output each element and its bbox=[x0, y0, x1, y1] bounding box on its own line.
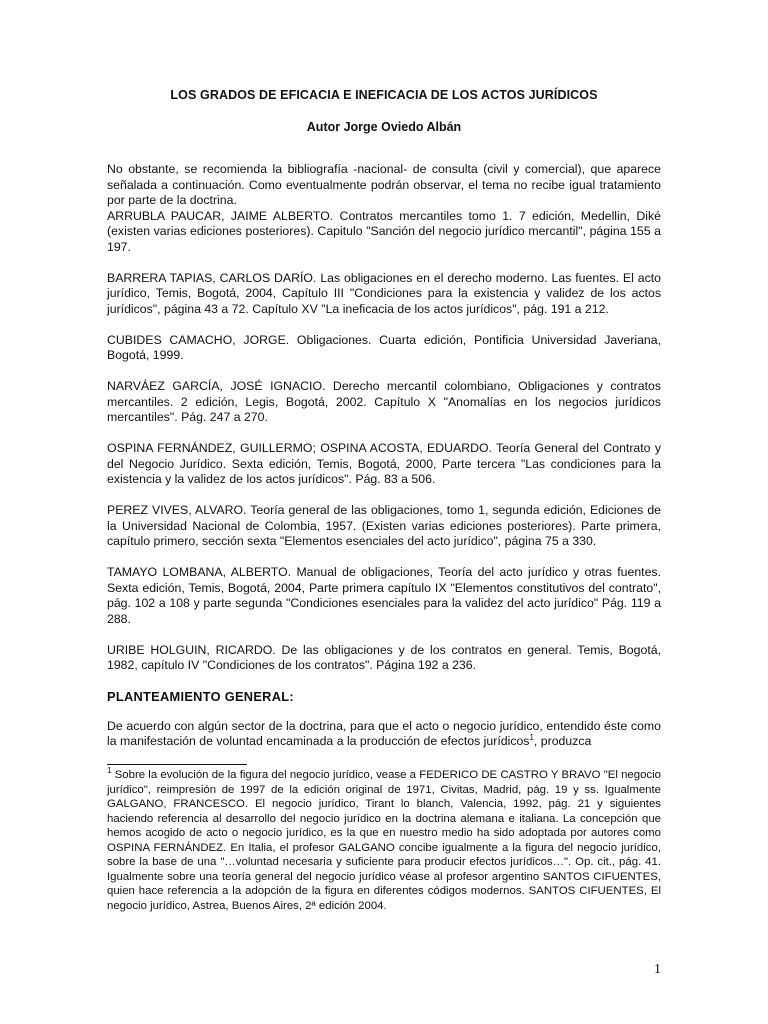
document-body bbox=[107, 162, 661, 765]
section-text: De acuerdo con algún sector de la doctrina, para que el acto o negocio jurídico, entendido éste como la manifestación de voluntad encaminada a la producción de efectos jurídicos bbox=[107, 718, 661, 748]
section-heading: PLANTEAMIENTO GENERAL: bbox=[107, 689, 294, 704]
footnote-mark: 1 bbox=[107, 766, 112, 776]
reference-entry: PEREZ VIVES, ALVARO. Teoría general de las obligaciones, tomo 1, segunda edición, Ediciones de la Universidad Nacional de Colombia, 1957. (Existen varias ediciones posteriores). Parte primera, capítulo primero, sección sexta "Elementos esenciales del acto jurídico", página 75 a 330. bbox=[107, 503, 661, 548]
reference-entry: ARRUBLA PAUCAR, JAIME ALBERTO. Contratos mercantiles tomo 1. 7 edición, Medellin, Diké (existen varias ediciones posteriores). Capitulo "Sanción del negocio jurídico mercantil", página 155 a 197. bbox=[107, 208, 661, 254]
reference-entry: CUBIDES CAMACHO, JORGE. Obligaciones. Cuarta edición, Pontificia Universidad Javeriana, Bogotá, 1999. bbox=[107, 332, 661, 362]
reference-entry: TAMAYO LOMBANA, ALBERTO. Manual de obligaciones, Teoría del acto jurídico y otras fuentes. Sexta edición, Temis, Bogotá, 2004, Parte primera capítulo IX "Elementos constitutivos del contrato", pág. 102 a 108 y parte segunda "Condiciones esenciales para la validez del acto jurídico" Pág. 119 a 288. bbox=[107, 565, 661, 626]
section-paragraph bbox=[107, 719, 661, 750]
footnote-text: Sobre la evolución de la figura del negocio jurídico, vease a FEDERICO DE CASTRO Y BRAVO "El negocio jurídico", reimpresión de 1997 de la edición original de 1971, Civitas, Madrid, pág. 19 y ss. Igualmente GALGANO, FRANCESCO. El negocio jurídico, Tirant lo blanch, Valencia, 1992, pág. 21 y siguientes haciendo referencia al desarrollo del negocio jurídico en la doctrina alemana e italiana. La concepción que hemos acogido de acto o negocio jurídico, es la que en nuestro medio ha sido adoptada por autores como OSPINA FERNÁNDEZ. En Italia, el profesor GALGANO concibe igualmente a la figura del negocio jurídico, sobre la base de una "…voluntad necesaria y suficiente para producir efectos jurídicos…". Op. cit., pág. 41. Igualmente sobre una teoría general del negocio jurídico véase al profesor argentino SANTOS CIFUENTES, quien hace referencia a la adopción de la figura en diferentes códigos modernos. SANTOS CIFUENTES, El negocio jurídico, Astrea, Buenos Aires, 2ª edición 2004. bbox=[107, 769, 661, 912]
document-title: LOS GRADOS DE EFICACIA E INEFICACIA DE LOS ACTOS JURÍDICOS bbox=[170, 88, 598, 102]
footnote-separator bbox=[107, 764, 247, 765]
reference-entry: URIBE HOLGUIN, RICARDO. De las obligaciones y de los contratos en general. Temis, Bogotá, 1982, capítulo IV "Condiciones de los contratos". Página 192 a 236. bbox=[107, 642, 661, 672]
section-text-continued: , produzca bbox=[533, 734, 592, 748]
reference-entry: NARVÁEZ GARCÍA, JOSÉ IGNACIO. Derecho mercantil colombiano, Obligaciones y contratos mercantiles. 2 edición, Legis, Bogotá, 2002. Capítulo X "Anomalías en los negocios jurídicos mercantiles". Pág. 247 a 270. bbox=[107, 379, 661, 424]
reference-entry: OSPINA FERNÁNDEZ, GUILLERMO; OSPINA ACOSTA, EDUARDO. Teoría General del Contrato y del Negocio Jurídico. Sexta edición, Temis, Bogotá, 2000, Parte tercera "Las condiciones para la existencia y la validez de los actos jurídicos". Pág. 83 a 506. bbox=[107, 441, 661, 486]
footnote bbox=[107, 768, 661, 913]
page-number: 1 bbox=[654, 962, 661, 977]
reference-entry: BARRERA TAPIAS, CARLOS DARÍO. Las obligaciones en el derecho moderno. Las fuentes. El acto jurídico, Temis, Bogotá, 2004, Capítulo III "Condiciones para la existencia y validez de los actos jurídicos", página 43 a 72. Capítulo XV "La ineficacia de los actos jurídicos", pág. 191 a 212. bbox=[107, 270, 661, 316]
document-author: Autor Jorge Oviedo Albán bbox=[306, 120, 462, 134]
footnote-reference[interactable]: 1 bbox=[529, 732, 534, 742]
intro-paragraph: No obstante, se recomienda la bibliografía -nacional- de consulta (civil y comercial), que aparece señalada a continuación. Como eventualmente podrán observar, el tema no recibe igual tratamiento por parte de la doctrina. bbox=[107, 162, 661, 207]
